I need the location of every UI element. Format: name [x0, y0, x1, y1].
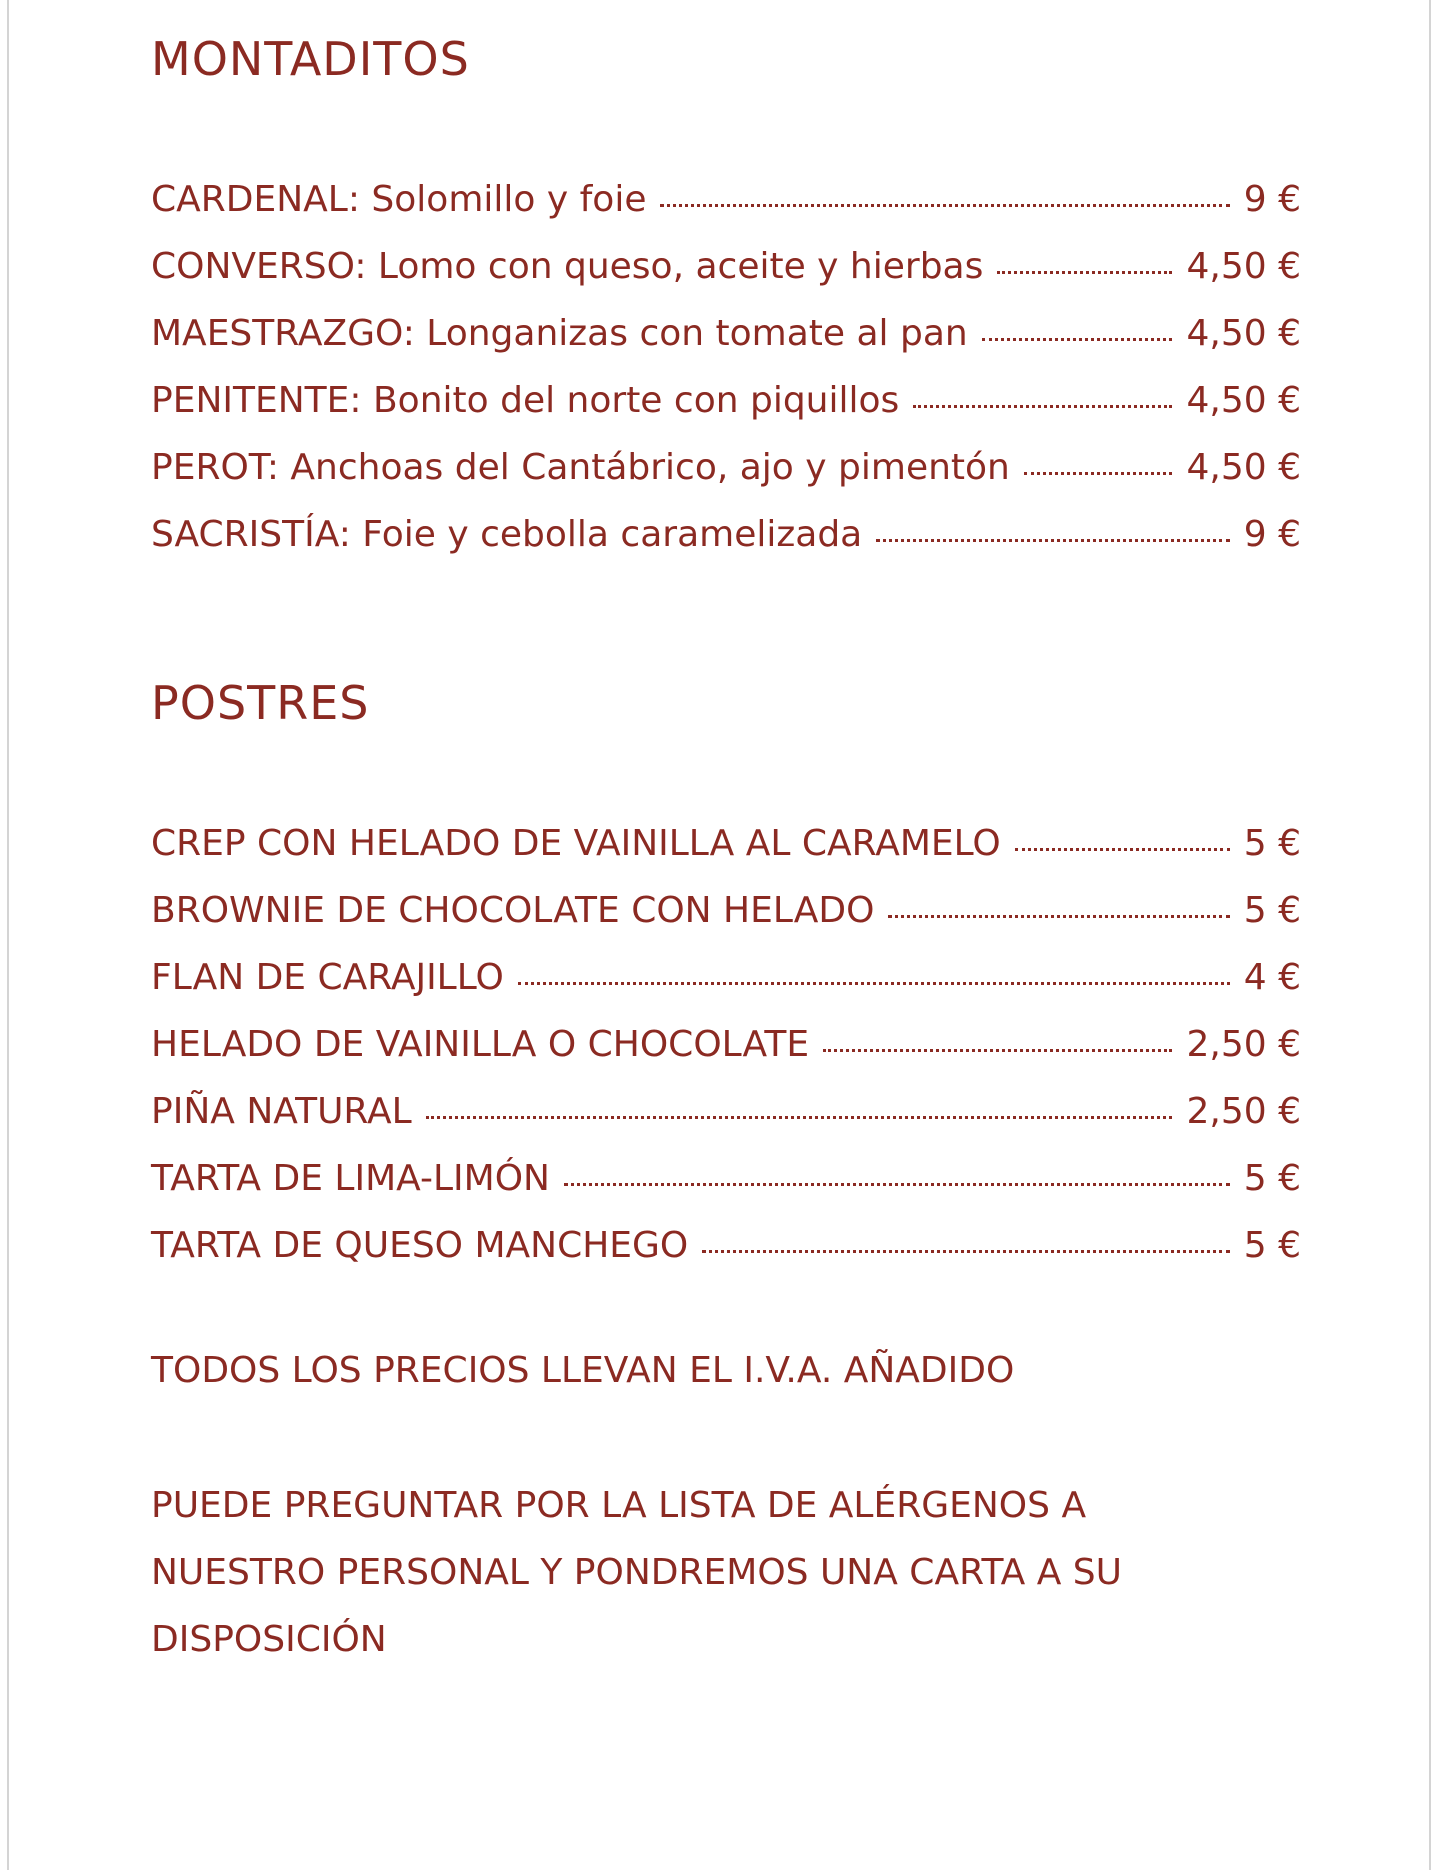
dot-leader: [564, 1183, 1230, 1186]
item-name: BROWNIE DE CHOCOLATE CON HELADO: [151, 890, 875, 931]
allergens-note-line: NUESTRO PERSONAL Y PONDREMOS UNA CARTA A SU: [151, 1552, 1122, 1593]
dot-leader: [823, 1049, 1172, 1052]
dot-leader: [702, 1250, 1229, 1253]
section-title-postres: POSTRES: [151, 676, 370, 730]
dot-leader: [888, 915, 1229, 918]
dot-leader: [426, 1116, 1173, 1119]
item-price: 9 €: [1243, 514, 1301, 555]
dot-leader: [997, 271, 1172, 274]
item-price: 2,50 €: [1186, 1091, 1301, 1132]
dot-leader: [1015, 848, 1230, 851]
item-price: 5 €: [1243, 1158, 1301, 1199]
item-name: HELADO DE VAINILLA O CHOCOLATE: [151, 1024, 810, 1065]
item-name: SACRISTÍA: Foie y cebolla caramelizada: [151, 514, 863, 555]
iva-note: TODOS LOS PRECIOS LLEVAN EL I.V.A. AÑADIDO: [151, 1350, 1015, 1391]
item-price: 2,50 €: [1186, 1024, 1301, 1065]
allergens-note: [151, 1472, 1301, 1673]
section-title-montaditos: MONTADITOS: [151, 32, 470, 86]
dot-leader: [982, 338, 1173, 341]
item-price: 5 €: [1243, 1225, 1301, 1266]
allergens-note-line: DISPOSICIÓN: [151, 1619, 387, 1660]
menu-item: [151, 1145, 1301, 1212]
item-price: 4,50 €: [1186, 380, 1301, 421]
menu-item: [151, 233, 1301, 300]
menu-content: [151, 24, 1301, 1673]
dot-leader: [660, 204, 1229, 207]
menu-item: [151, 501, 1301, 568]
menu-item: [151, 877, 1301, 944]
item-price: 4,50 €: [1186, 246, 1301, 287]
allergens-note-line: PUEDE PREGUNTAR POR LA LISTA DE ALÉRGENOS A: [151, 1485, 1087, 1526]
item-price: 5 €: [1243, 890, 1301, 931]
menu-item: [151, 434, 1301, 501]
menu-item: [151, 166, 1301, 233]
item-name: TARTA DE QUESO MANCHEGO: [151, 1225, 689, 1266]
menu-item: [151, 1011, 1301, 1078]
item-name: PIÑA NATURAL: [151, 1091, 412, 1132]
menu-page: [7, 0, 1431, 1870]
dot-leader: [518, 982, 1230, 985]
item-name: MAESTRAZGO: Longanizas con tomate al pan: [151, 313, 968, 354]
dot-leader: [1024, 472, 1173, 475]
item-price: 9 €: [1243, 179, 1301, 220]
item-price: 4,50 €: [1186, 447, 1301, 488]
item-name: TARTA DE LIMA-LIMÓN: [151, 1158, 550, 1199]
dot-leader: [876, 539, 1230, 542]
menu-item: [151, 1212, 1301, 1279]
item-price: 4,50 €: [1186, 313, 1301, 354]
menu-item: [151, 810, 1301, 877]
item-name: PENITENTE: Bonito del norte con piquillos: [151, 380, 900, 421]
menu-item: [151, 944, 1301, 1011]
montaditos-section: [151, 24, 1301, 568]
item-name: CREP CON HELADO DE VAINILLA AL CARAMELO: [151, 823, 1001, 864]
item-name: FLAN DE CARAJILLO: [151, 957, 504, 998]
item-price: 5 €: [1243, 823, 1301, 864]
montaditos-list: [151, 166, 1301, 568]
postres-list: [151, 810, 1301, 1279]
item-name: CARDENAL: Solomillo y foie: [151, 179, 647, 220]
menu-item: [151, 1078, 1301, 1145]
item-price: 4 €: [1243, 957, 1301, 998]
postres-section: [151, 668, 1301, 1279]
item-name: CONVERSO: Lomo con queso, aceite y hierbas: [151, 246, 984, 287]
menu-item: [151, 300, 1301, 367]
item-name: PEROT: Anchoas del Cantábrico, ajo y pimentón: [151, 447, 1010, 488]
menu-item: [151, 367, 1301, 434]
dot-leader: [913, 405, 1172, 408]
